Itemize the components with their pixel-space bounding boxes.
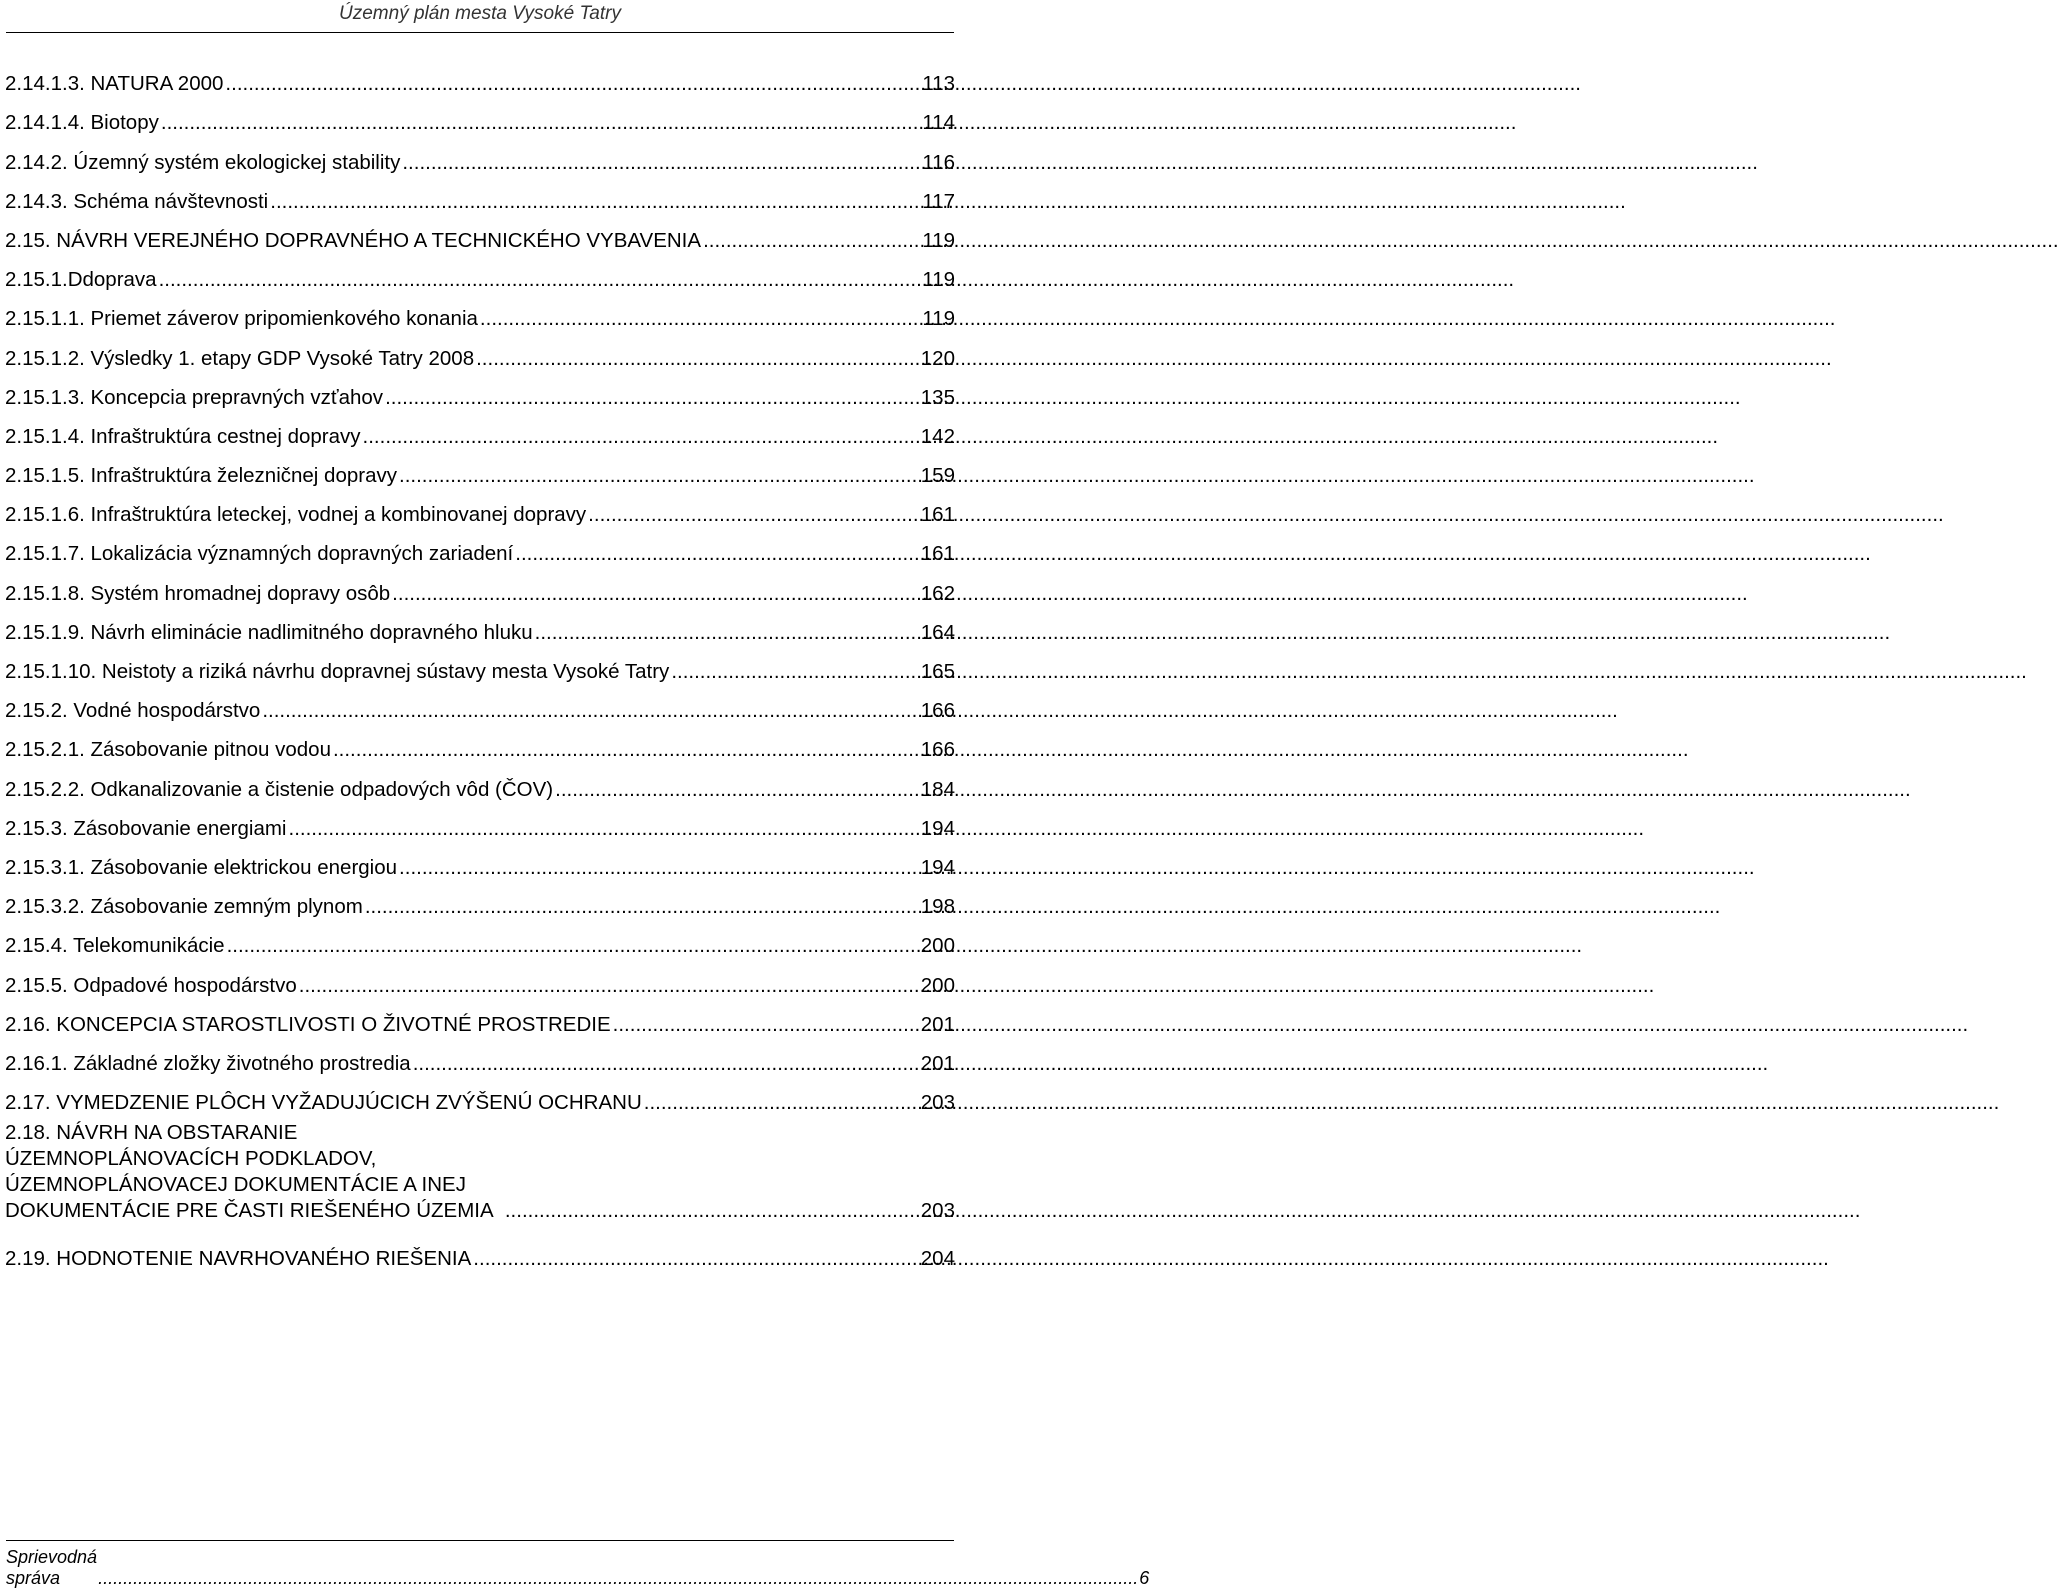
toc-entry-label: 2.15.1.8. Systém hromadnej dopravy osôb <box>5 581 391 605</box>
toc-entry[interactable] <box>5 959 955 998</box>
toc-leader-dots <box>227 933 919 959</box>
toc-entry-page-number: 194 <box>920 855 955 879</box>
toc-entry[interactable] <box>5 450 955 489</box>
document-title: Územný plán mesta Vysoké Tatry <box>339 3 621 24</box>
toc-entry[interactable] <box>5 176 955 215</box>
toc-entry-label: 2.15.3. Zásobovanie energiami <box>5 816 287 840</box>
toc-leader-dots <box>644 1090 919 1116</box>
toc-leader-dots <box>399 463 919 489</box>
toc-entry[interactable] <box>5 685 955 724</box>
toc-entry[interactable] <box>5 1038 955 1077</box>
toc-leader-dots <box>399 855 919 881</box>
toc-entry-page-number: 117 <box>922 189 955 213</box>
toc-leader-dots <box>588 502 919 528</box>
toc-entry-label: 2.15.4. Telekomunikácie <box>5 934 225 958</box>
toc-entry[interactable] <box>5 372 955 411</box>
toc-entry-page-number: 200 <box>920 973 955 997</box>
toc-entry-page-number: 162 <box>920 581 955 605</box>
toc-entry-label: 2.14.3. Schéma návštevnosti <box>5 189 269 213</box>
toc-entry-page-number: 164 <box>920 620 955 644</box>
toc-entry[interactable] <box>5 724 955 763</box>
toc-entry-page-number: 114 <box>922 111 955 135</box>
toc-entry-page-number: 198 <box>920 895 955 919</box>
toc-entry[interactable] <box>5 58 955 97</box>
toc-entry-page-number: 161 <box>920 542 955 566</box>
toc-entry[interactable] <box>5 215 955 254</box>
toc-leader-dots <box>515 541 919 567</box>
toc-entry-label: 2.15. NÁVRH VEREJNÉHO DOPRAVNÉHO A TECHNICKÉHO VYBAVENIA <box>5 228 702 252</box>
toc-entry-label: 2.15.1.9. Návrh eliminácie nadlimitného dopravného hluku <box>5 620 533 644</box>
toc-entry[interactable] <box>5 999 955 1038</box>
toc-entry[interactable] <box>5 920 955 959</box>
toc-entry[interactable] <box>5 1077 955 1116</box>
header-divider <box>6 32 954 33</box>
toc-leader-dots <box>289 816 919 842</box>
toc-entry-label: 2.15.1.5. Infraštruktúra železničnej dopravy <box>5 464 397 488</box>
toc-entry-label: 2.15.3.1. Zásobovanie elektrickou energiou <box>5 855 398 879</box>
toc-entry[interactable] <box>5 411 955 450</box>
toc-entry-page-number: 119 <box>922 307 955 331</box>
toc-entry-label: 2.15.2.2. Odkanalizovanie a čistenie odpadových vôd (ČOV) <box>5 777 554 801</box>
page-header <box>0 0 960 38</box>
toc-entry-label: 2.15.2.1. Zásobovanie pitnou vodou <box>5 738 331 762</box>
toc-leader-dots <box>671 659 918 685</box>
footer-page-number: 6 <box>1139 1568 1150 1588</box>
toc-entry-label: 2.15.3.2. Zásobovanie zemným plynom <box>5 895 363 919</box>
toc-entry-page-number: 135 <box>920 385 955 409</box>
toc-entry-label: 2.16.1. Základné zložky životného prostredia <box>5 1051 411 1075</box>
toc-entry-label: 2.15.1.Ddoprava <box>5 268 157 292</box>
toc-leader-dots <box>555 777 919 803</box>
toc-entry[interactable] <box>5 528 955 567</box>
toc-entry-label: 2.18. NÁVRH NA OBSTARANIE ÚZEMNOPLÁNOVACÍCH PODKLADOV, ÚZEMNOPLÁNOVACEJ DOKUMENTÁCIE A INEJ DOKUMENTÁCIE PRE ČASTI RIEŠENÉHO ÚZEMIA <box>5 1121 494 1223</box>
toc-entry-page-number: 116 <box>922 150 955 174</box>
toc-leader-dots <box>413 1051 919 1077</box>
toc-entry[interactable] <box>5 97 955 136</box>
toc-entry-label: 2.15.1.7. Lokalizácia významných dopravných zariadení <box>5 542 514 566</box>
toc-entry-page-number: 201 <box>920 1012 955 1036</box>
toc-entry-page-number: 120 <box>920 346 955 370</box>
toc-entry-page-number: 119 <box>922 268 955 292</box>
toc-entry[interactable] <box>5 332 955 371</box>
toc-entry-page-number: 166 <box>920 738 955 762</box>
toc-entry-label: 2.15.1.4. Infraštruktúra cestnej dopravy <box>5 424 361 448</box>
footer-leader-dots <box>98 1568 1138 1589</box>
toc-entry-page-number: 184 <box>920 777 955 801</box>
toc-entry-page-number: 194 <box>920 816 955 840</box>
toc-entry-page-number: 165 <box>920 660 955 683</box>
toc-entry-label: 2.19. HODNOTENIE NAVRHOVANÉHO RIEŠENIA <box>5 1247 472 1271</box>
table-of-contents <box>5 58 955 1272</box>
toc-entry-label: 2.16. KONCEPCIA STAROSTLIVOSTI O ŽIVOTNÉ PROSTREDIE <box>5 1012 611 1036</box>
toc-entry[interactable] <box>5 763 955 802</box>
toc-entry-page-number: 204 <box>920 1247 955 1271</box>
toc-entry-label: 2.14.1.3. NATURA 2000 <box>5 72 224 96</box>
toc-leader-dots <box>333 737 919 763</box>
toc-leader-dots <box>270 189 920 215</box>
toc-leader-dots <box>385 385 919 411</box>
toc-entry[interactable] <box>5 842 955 881</box>
toc-leader-dots <box>473 1246 918 1272</box>
toc-entry[interactable] <box>5 607 955 646</box>
page-footer <box>6 1540 1150 1588</box>
toc-entry-label: 2.15.1.6. Infraštruktúra leteckej, vodnej a kombinovanej dopravy <box>5 503 587 527</box>
toc-leader-dots <box>505 1198 919 1224</box>
toc-entry-label: 2.15.1.1. Priemet záverov pripomienkového konania <box>5 307 478 331</box>
toc-entry-page-number: 200 <box>920 934 955 958</box>
toc-entry-page-number: 142 <box>920 424 955 448</box>
toc-leader-dots <box>363 424 919 450</box>
toc-entry-label: 2.15.1.10. Neistoty a riziká návrhu dopravnej sústavy mesta Vysoké Tatry <box>5 660 670 683</box>
toc-leader-dots <box>299 973 919 999</box>
footer-label: Sprievodná správa <box>6 1547 98 1588</box>
toc-entry-page-number: 201 <box>920 1051 955 1075</box>
toc-entry-label: 2.17. VYMEDZENIE PLÔCH VYŽADUJÚCICH ZVÝŠENÚ OCHRANU <box>5 1091 642 1115</box>
toc-leader-dots <box>159 267 921 293</box>
toc-entry-page-number: 166 <box>920 699 955 723</box>
toc-entry[interactable] <box>5 293 955 332</box>
toc-entry-label: 2.14.2. Územný systém ekologickej stability <box>5 150 401 174</box>
toc-entry[interactable] <box>5 254 955 293</box>
toc-entry-page-number: 161 <box>920 503 955 527</box>
toc-entry[interactable] <box>5 646 955 685</box>
toc-entry-label: 2.15.2. Vodné hospodárstvo <box>5 699 261 723</box>
toc-entry-label: 2.15.1.3. Koncepcia prepravných vzťahov <box>5 385 384 409</box>
toc-leader-dots <box>535 620 919 646</box>
toc-leader-dots <box>402 150 920 176</box>
toc-leader-dots <box>161 110 920 136</box>
toc-entry[interactable] <box>5 136 955 175</box>
toc-entry[interactable] <box>5 489 955 528</box>
toc-entry-page-number: 113 <box>922 72 955 96</box>
toc-entry-page-number: 203 <box>920 1091 955 1115</box>
toc-entry[interactable] <box>5 1233 955 1272</box>
toc-entry-page-number: 203 <box>920 1199 955 1223</box>
toc-leader-dots <box>225 71 920 97</box>
toc-entry[interactable] <box>5 567 955 606</box>
toc-entry[interactable] <box>5 881 955 920</box>
toc-leader-dots <box>392 581 919 607</box>
toc-entry-label: 2.15.5. Odpadové hospodárstvo <box>5 973 297 997</box>
toc-entry-page-number: 119 <box>922 228 955 252</box>
toc-leader-dots <box>476 346 919 372</box>
toc-leader-dots <box>613 1012 919 1038</box>
toc-entry-label: 2.15.1.2. Výsledky 1. etapy GDP Vysoké Tatry 2008 <box>5 346 475 370</box>
toc-leader-dots <box>480 306 920 332</box>
toc-entry[interactable] <box>5 803 955 842</box>
toc-entry[interactable] <box>5 1120 955 1224</box>
toc-leader-dots <box>365 894 919 920</box>
toc-leader-dots <box>262 698 918 724</box>
footer-line <box>6 1541 1150 1589</box>
toc-entry-label: 2.14.1.4. Biotopy <box>5 111 159 135</box>
toc-entry-page-number: 159 <box>920 464 955 488</box>
toc-leader-dots <box>703 228 920 254</box>
